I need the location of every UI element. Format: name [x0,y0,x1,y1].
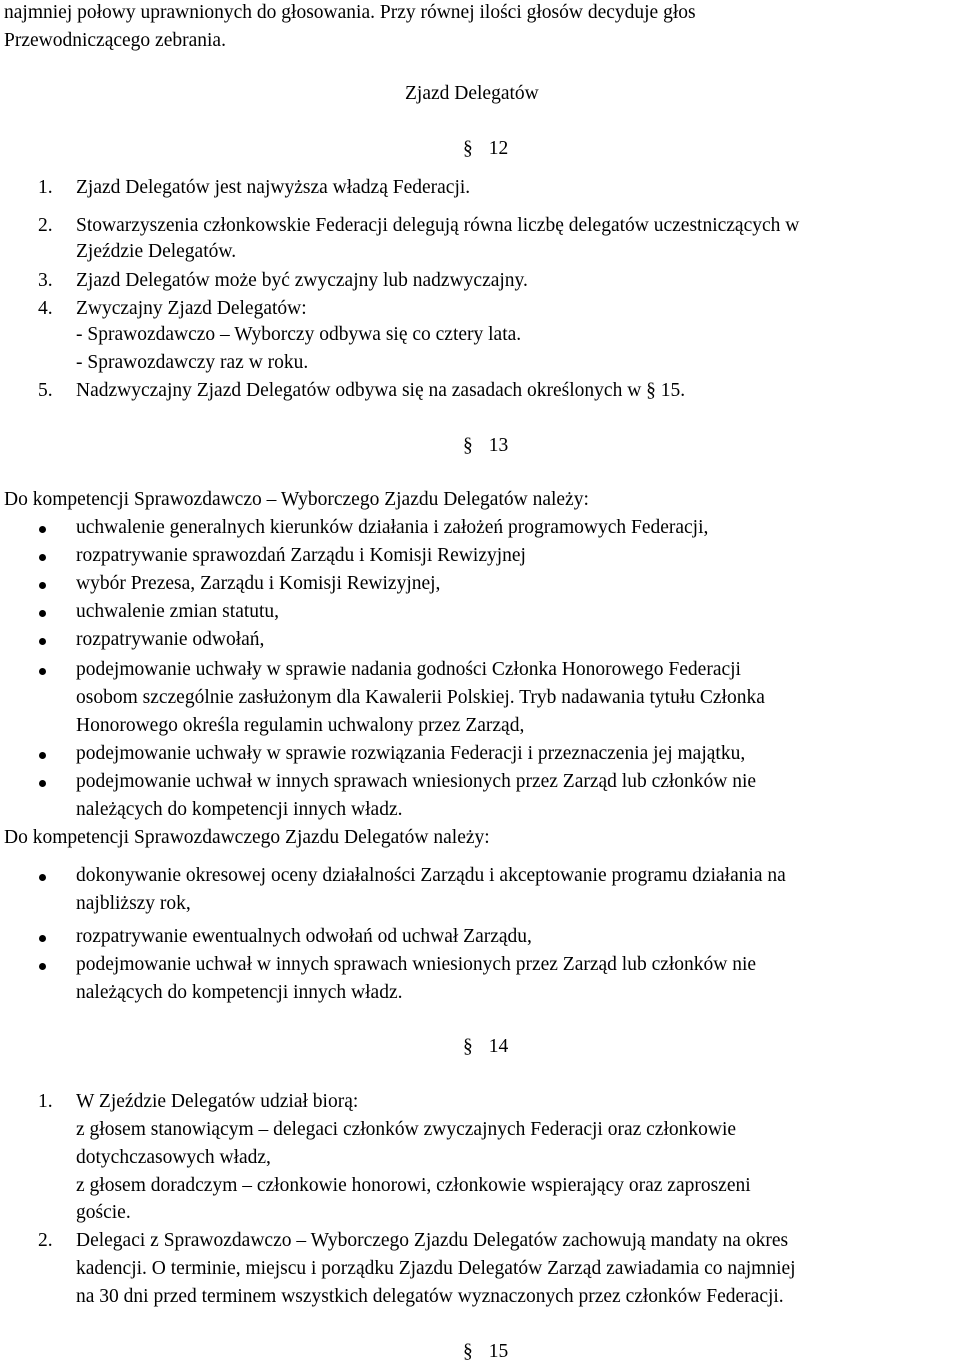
list-item: rozpatrywanie sprawozdań Zarządu i Komisji Rewizyjnej [76,545,526,566]
bullet [39,963,46,970]
competence-intro: Do kompetencji Sprawozdawczo – Wyborczego Zjazdu Delegatów należy: [4,489,589,510]
item-number: 4. [38,298,53,319]
section-number: 15 [488,1341,509,1362]
item-number: 2. [38,1230,53,1251]
list-item: z głosem stanowiącym – delegaci członków zwyczajnych Federacji oraz członkowie [76,1119,737,1140]
list-item: dokonywanie okresowej oceny działalności Zarządu i akceptowanie programu działania na [76,865,786,886]
list-item: dotychczasowych władz, [76,1147,271,1168]
list-item: kadencji. O terminie, miejscu i porządku Zjazdu Delegatów Zarząd zawiadamia co najmniej [76,1258,796,1279]
list-item: wybór Prezesa, Zarządu i Komisji Rewizyjnej, [76,573,441,594]
heading-zjazd-delegatow: Zjazd Delegatów [405,83,539,104]
item-number: 1. [38,177,53,198]
list-item: Zjeździe Delegatów. [76,241,237,262]
section-sign: § [463,435,473,456]
bullet [39,582,46,589]
bullet [39,935,46,942]
section-15-heading [463,1342,508,1362]
list-item: - Sprawozdawczy raz w roku. [76,352,309,373]
section-number: 13 [488,435,509,456]
item-number: 1. [38,1091,53,1112]
section-13-heading [463,436,508,456]
list-item: uchwalenie generalnych kierunków działania i założeń programowych Federacji, [76,517,709,538]
section-12-heading [463,139,508,159]
bullet [39,526,46,533]
bullet [39,638,46,645]
list-item: na 30 dni przed terminem wszystkich delegatów wyznaczonych przez członków Federacji. [76,1286,784,1307]
list-item: Zwyczajny Zjazd Delegatów: [76,298,307,319]
section-number: 14 [488,1036,509,1057]
list-item: podejmowanie uchwały w sprawie nadania godności Członka Honorowego Federacji [76,659,741,680]
bullet [39,874,46,881]
bullet [39,752,46,759]
list-item: uchwalenie zmian statutu, [76,601,280,622]
list-item: Honorowego określa regulamin uchwalony przez Zarząd, [76,715,525,736]
section-sign: § [463,1341,473,1362]
list-item: należących do kompetencji innych władz. [76,982,403,1003]
list-item: rozpatrywanie odwołań, [76,629,265,650]
list-item: podejmowanie uchwały w sprawie rozwiązania Federacji i przeznaczenia jej majątku, [76,743,746,764]
list-item: Zjazd Delegatów jest najwyższa władzą Federacji. [76,177,471,198]
item-number: 5. [38,380,53,401]
list-item: - Sprawozdawczo – Wyborczy odbywa się co cztery lata. [76,324,522,345]
section-sign: § [463,138,473,159]
list-item: Zjazd Delegatów może być zwyczajny lub nadzwyczajny. [76,270,528,291]
list-item: Stowarzyszenia członkowskie Federacji delegują równa liczbę delegatów uczestniczących w [76,215,800,236]
list-item: najbliższy rok, [76,893,191,914]
bullet [39,668,46,675]
bullet [39,554,46,561]
section-number: 12 [488,138,509,159]
section-14-heading [463,1037,508,1057]
list-item: rozpatrywanie ewentualnych odwołań od uchwał Zarządu, [76,926,532,947]
intro-line: Przewodniczącego zebrania. [4,30,226,51]
list-item: należących do kompetencji innych władz. [76,799,403,820]
intro-line: najmniej połowy uprawnionych do głosowania. Przy równej ilości głosów decyduje głos [4,2,696,23]
section-sign: § [463,1036,473,1057]
bullet [39,780,46,787]
list-item: podejmowanie uchwał w innych sprawach wniesionych przez Zarząd lub członków nie [76,954,757,975]
item-number: 2. [38,215,53,236]
list-item: osobom szczególnie zasłużonym dla Kawalerii Polskiej. Tryb nadawania tytułu Członka [76,687,765,708]
bullet [39,610,46,617]
list-item: Delegaci z Sprawozdawczo – Wyborczego Zjazdu Delegatów zachowują mandaty na okres [76,1230,789,1251]
list-item: Nadzwyczajny Zjazd Delegatów odbywa się na zasadach określonych w § 15. [76,380,686,401]
list-item: podejmowanie uchwał w innych sprawach wniesionych przez Zarząd lub członków nie [76,771,757,792]
list-item: goście. [76,1202,131,1223]
list-item: z głosem doradczym – członkowie honorowi, członkowie wspierający oraz zaproszeni [76,1175,751,1196]
list-item: W Zjeździe Delegatów udział biorą: [76,1091,359,1112]
competence-intro: Do kompetencji Sprawozdawczego Zjazdu Delegatów należy: [4,827,490,848]
item-number: 3. [38,270,53,291]
